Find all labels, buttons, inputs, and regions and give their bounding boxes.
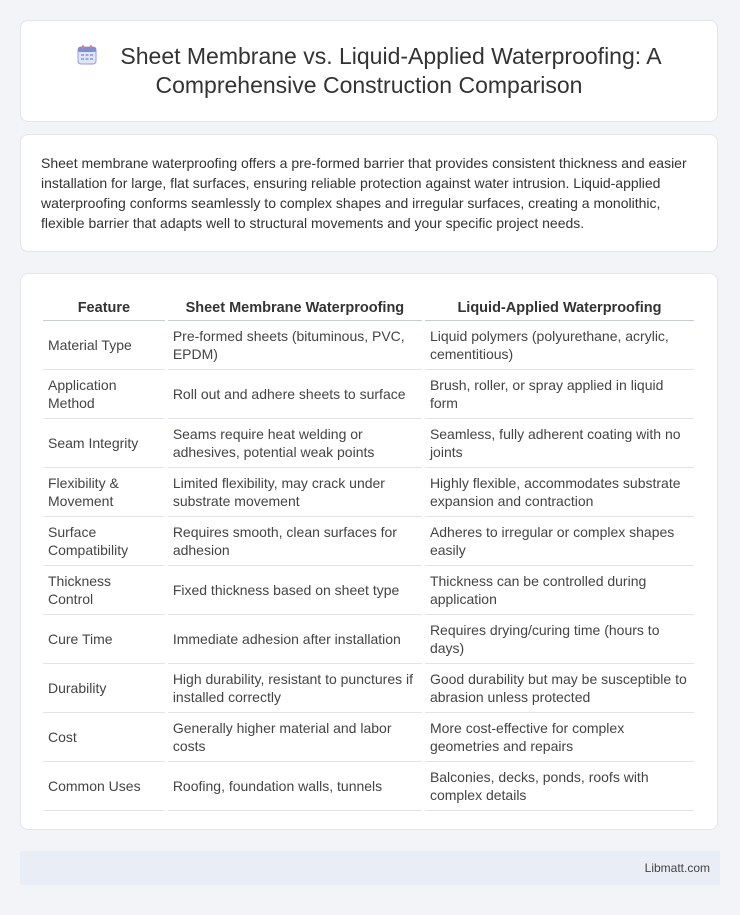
liquid-cell: Requires drying/curing time (hours to days): [425, 615, 694, 664]
feature-cell: Seam Integrity: [43, 419, 165, 468]
liquid-cell: Good durability but may be susceptible to abrasion unless protected: [425, 664, 694, 713]
feature-cell: Durability: [43, 664, 165, 713]
sheet-cell: Roll out and adhere sheets to surface: [168, 370, 422, 419]
sheet-cell: Fixed thickness based on sheet type: [168, 566, 422, 615]
header-liquid-applied: Liquid-Applied Waterproofing: [425, 294, 694, 321]
table-row: [43, 517, 694, 566]
feature-cell: Application Method: [43, 370, 165, 419]
sheet-cell: Requires smooth, clean surfaces for adhesion: [168, 517, 422, 566]
table-row: [43, 468, 694, 517]
feature-cell: Cure Time: [43, 615, 165, 664]
sheet-cell: Limited flexibility, may crack under substrate movement: [168, 468, 422, 517]
footer-brand-link[interactable]: Libmatt.com: [644, 861, 710, 875]
liquid-cell: Brush, roller, or spray applied in liquid form: [425, 370, 694, 419]
comparison-card: [20, 273, 718, 830]
feature-cell: Surface Compatibility: [43, 517, 165, 566]
feature-cell: Cost: [43, 713, 165, 762]
sheet-cell: Seams require heat welding or adhesives, potential weak points: [168, 419, 422, 468]
table-row: [43, 762, 694, 811]
sheet-cell: Pre-formed sheets (bituminous, PVC, EPDM): [168, 321, 422, 370]
feature-cell: Flexibility & Movement: [43, 468, 165, 517]
table-row: [43, 321, 694, 370]
page-title: Sheet Membrane vs. Liquid-Applied Waterproofing: A Comprehensive Construction Comparison: [120, 43, 662, 98]
feature-cell: Material Type: [43, 321, 165, 370]
feature-cell: Common Uses: [43, 762, 165, 811]
liquid-cell: Adheres to irregular or complex shapes easily: [425, 517, 694, 566]
liquid-cell: Highly flexible, accommodates substrate expansion and contraction: [425, 468, 694, 517]
header-sheet-membrane: Sheet Membrane Waterproofing: [168, 294, 422, 321]
page-title-wrap: [21, 42, 717, 100]
liquid-cell: Thickness can be controlled during application: [425, 566, 694, 615]
liquid-cell: More cost-effective for complex geometries and repairs: [425, 713, 694, 762]
intro-card: [20, 134, 718, 252]
feature-cell: Thickness Control: [43, 566, 165, 615]
calendar-icon: [76, 44, 98, 66]
sheet-cell: Immediate adhesion after installation: [168, 615, 422, 664]
intro-paragraph: Sheet membrane waterproofing offers a pre-formed barrier that provides consistent thickness and easier installation for large, flat surfaces, ensuring reliable protection against water intrusion. Liquid-applied waterproofing conforms seamlessly to complex shapes and irregular surfaces, creating a monolithic, flexible barrier that adapts well to structural movements and your specific project needs.: [41, 155, 687, 231]
table-row: [43, 566, 694, 615]
table-row: [43, 615, 694, 664]
comparison-table: [40, 294, 697, 811]
header-feature: Feature: [43, 294, 165, 321]
liquid-cell: Seamless, fully adherent coating with no joints: [425, 419, 694, 468]
sheet-cell: Roofing, foundation walls, tunnels: [168, 762, 422, 811]
sheet-cell: Generally higher material and labor costs: [168, 713, 422, 762]
footer: [20, 851, 720, 885]
table-row: [43, 419, 694, 468]
table-header-row: [43, 294, 694, 321]
title-card: [20, 20, 718, 122]
liquid-cell: Liquid polymers (polyurethane, acrylic, cementitious): [425, 321, 694, 370]
sheet-cell: High durability, resistant to punctures if installed correctly: [168, 664, 422, 713]
table-row: [43, 713, 694, 762]
liquid-cell: Balconies, decks, ponds, roofs with complex details: [425, 762, 694, 811]
table-row: [43, 370, 694, 419]
table-row: [43, 664, 694, 713]
